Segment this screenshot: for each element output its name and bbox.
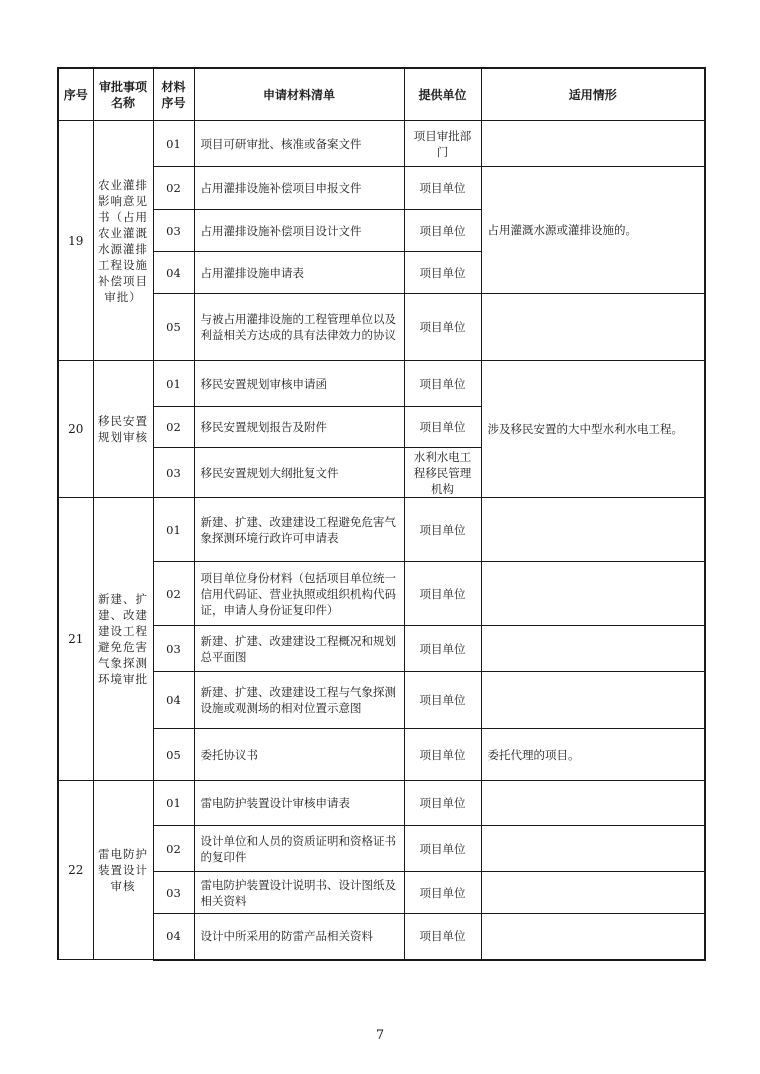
header-scope: 适用情形 <box>481 68 705 121</box>
table-row <box>58 121 705 167</box>
provider-cell: 项目单位 <box>404 498 481 562</box>
provider-cell: 项目审批部门 <box>404 121 481 167</box>
material-name-cell: 与被占用灌排设施的工程管理单位以及利益相关方达成的具有法律效力的协议 <box>194 294 404 361</box>
table-row <box>58 872 705 914</box>
table-row <box>58 294 705 361</box>
table-row <box>58 361 705 407</box>
material-no-cell: 01 <box>153 781 194 826</box>
header-provider: 提供单位 <box>404 68 481 121</box>
material-name-cell: 占用灌排设施补偿项目申报文件 <box>194 167 404 210</box>
material-name-cell: 移民安置规划大纲批复文件 <box>194 448 404 498</box>
table-row <box>58 626 705 672</box>
material-name-cell: 雷电防护装置设计审核申请表 <box>194 781 404 826</box>
material-name-cell: 移民安置规划报告及附件 <box>194 407 404 448</box>
item-name-cell: 移民安置规划审核 <box>93 361 153 498</box>
provider-cell: 项目单位 <box>404 872 481 914</box>
scope-cell <box>481 914 705 960</box>
material-name-cell: 占用灌排设施申请表 <box>194 252 404 294</box>
provider-cell: 项目单位 <box>404 294 481 361</box>
material-no-cell: 03 <box>153 210 194 252</box>
material-name-cell: 雷电防护装置设计说明书、设计图纸及相关资料 <box>194 872 404 914</box>
scope-cell <box>481 626 705 672</box>
scope-cell: 委托代理的项目。 <box>481 729 705 781</box>
provider-cell: 项目单位 <box>404 562 481 626</box>
material-no-cell: 04 <box>153 252 194 294</box>
provider-cell: 项目单位 <box>404 407 481 448</box>
material-no-cell: 05 <box>153 294 194 361</box>
provider-cell: 项目单位 <box>404 252 481 294</box>
material-name-cell: 新建、扩建、改建建设工程概况和规划总平面图 <box>194 626 404 672</box>
header-seq: 序号 <box>58 68 93 121</box>
scope-cell <box>481 294 705 361</box>
table-row <box>58 562 705 626</box>
provider-cell: 项目单位 <box>404 914 481 960</box>
scope-cell <box>481 562 705 626</box>
material-name-cell: 设计中所采用的防雷产品相关资料 <box>194 914 404 960</box>
table-row <box>58 167 705 210</box>
material-name-cell: 项目单位身份材料（包括项目单位统一信用代码证、营业执照或组织机构代码证，申请人身份证复印件） <box>194 562 404 626</box>
material-name-cell: 占用灌排设施补偿项目设计文件 <box>194 210 404 252</box>
material-name-cell: 移民安置规划审核申请函 <box>194 361 404 407</box>
header-item: 审批事项名称 <box>93 68 153 121</box>
material-no-cell: 04 <box>153 914 194 960</box>
header-material-list: 申请材料清单 <box>194 68 404 121</box>
scope-cell <box>481 826 705 872</box>
scope-cell <box>481 781 705 826</box>
item-name-cell: 农业灌排影响意见书（占用农业灌溉水源灌排工程设施补偿项目审批） <box>93 121 153 361</box>
header-row <box>58 68 705 121</box>
material-no-cell: 03 <box>153 448 194 498</box>
table-row <box>58 914 705 960</box>
material-no-cell: 02 <box>153 167 194 210</box>
table-row <box>58 498 705 562</box>
material-no-cell: 03 <box>153 872 194 914</box>
provider-cell: 项目单位 <box>404 781 481 826</box>
item-name-cell: 雷电防护装置设计审核 <box>93 781 153 960</box>
provider-cell: 项目单位 <box>404 361 481 407</box>
material-name-cell: 设计单位和人员的资质证明和资格证书的复印件 <box>194 826 404 872</box>
scope-cell: 占用灌溉水源或灌排设施的。 <box>481 167 705 294</box>
provider-cell: 项目单位 <box>404 729 481 781</box>
scope-cell <box>481 672 705 729</box>
approval-materials-table <box>57 67 706 961</box>
material-no-cell: 02 <box>153 562 194 626</box>
provider-cell: 项目单位 <box>404 672 481 729</box>
provider-cell: 水利水电工程移民管理机构 <box>404 448 481 498</box>
item-seq-cell: 20 <box>58 361 93 498</box>
material-no-cell: 01 <box>153 361 194 407</box>
scope-cell: 涉及移民安置的大中型水利水电工程。 <box>481 361 705 498</box>
material-no-cell: 01 <box>153 121 194 167</box>
table-row <box>58 826 705 872</box>
provider-cell: 项目单位 <box>404 826 481 872</box>
scope-cell <box>481 498 705 562</box>
table-row <box>58 672 705 729</box>
table-row <box>58 729 705 781</box>
scope-cell <box>481 121 705 167</box>
header-material-no: 材料序号 <box>153 68 194 121</box>
item-name-cell: 新建、扩建、改建建设工程避免危害气象探测环境审批 <box>93 498 153 781</box>
material-no-cell: 04 <box>153 672 194 729</box>
table-row <box>58 781 705 826</box>
provider-cell: 项目单位 <box>404 626 481 672</box>
material-no-cell: 02 <box>153 407 194 448</box>
material-no-cell: 01 <box>153 498 194 562</box>
item-seq-cell: 21 <box>58 498 93 781</box>
material-no-cell: 02 <box>153 826 194 872</box>
material-name-cell: 新建、扩建、改建建设工程避免危害气象探测环境行政许可申请表 <box>194 498 404 562</box>
provider-cell: 项目单位 <box>404 210 481 252</box>
page-number: 7 <box>375 1028 385 1043</box>
scope-cell <box>481 872 705 914</box>
item-seq-cell: 22 <box>58 781 93 960</box>
material-name-cell: 新建、扩建、改建建设工程与气象探测设施或观测场的相对位置示意图 <box>194 672 404 729</box>
material-no-cell: 03 <box>153 626 194 672</box>
material-no-cell: 05 <box>153 729 194 781</box>
item-seq-cell: 19 <box>58 121 93 361</box>
provider-cell: 项目单位 <box>404 167 481 210</box>
material-name-cell: 项目可研审批、核准或备案文件 <box>194 121 404 167</box>
material-name-cell: 委托协议书 <box>194 729 404 781</box>
